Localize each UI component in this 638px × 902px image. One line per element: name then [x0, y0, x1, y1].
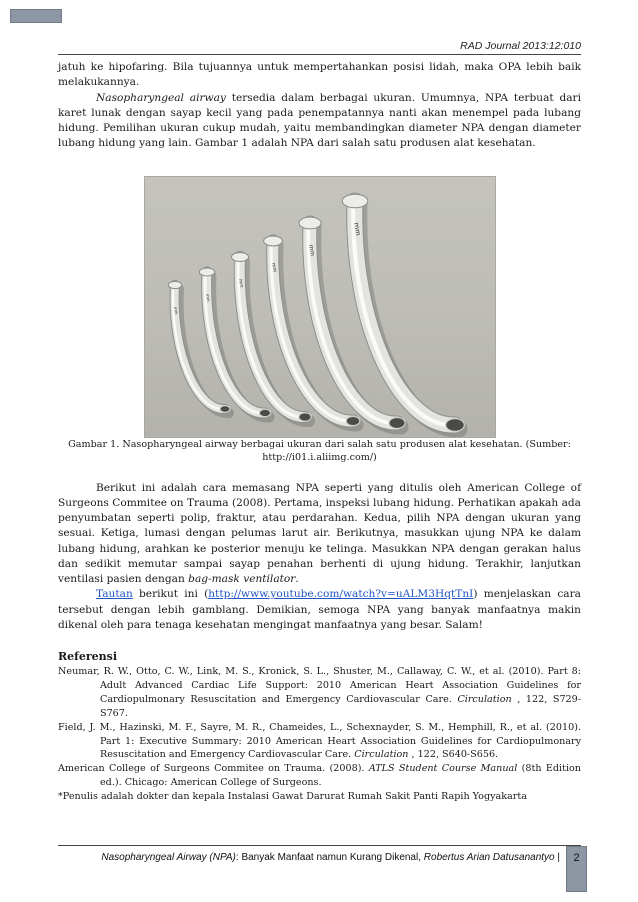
tube-size-mark: mm: [172, 305, 179, 315]
tube-size-mark: mm: [269, 261, 278, 273]
paragraph-1: jatuh ke hipofaring. Bila tujuannya untuk mempertahankan posisi lidah, maka OPA lebih baik melakukannya.: [58, 61, 581, 89]
paragraph-3-text: Berikut ini adalah cara memasang NPA seperti yang ditulis oleh American College of Surgeons Commitee on Trauma (2008). Pertama, inspeksi lubang hidung. Perhatikan apakah ada penyumbatan seperti polip, fraktur, atau perdarahan. Kedua, pilih NPA dengan ukuran yang sesuai. Ketiga, lumasi dengan pelumas larut air. Berikutnya, masukkan ujung NPA ke dalam lubang hidung, arahkan ke posterior menuju ke telinga. Masukkan NPA dengan gerakan halus dan sedikit memutar sampai sayap penahan berhenti di ujung hidung. Terakhir, lanjutkan ventilasi pasien dengan: [58, 481, 581, 586]
paragraph-4: [58, 587, 581, 633]
reference-3-tail: (8th Edition ed.). Chicago: American College of Surgeons.: [100, 763, 581, 789]
paragraph-3: [58, 481, 581, 588]
tube-flange: [342, 194, 368, 208]
npa-tube: [351, 201, 454, 425]
reference-1-tail: , 122, S729-S767.: [100, 693, 582, 719]
paragraph-2-text: tersedia dalam berbagai ukuran. Umumnya, NPA terbuat dari karet lunak dengan sayap kecil yang pada penempatannya nanti akan menempel pada lubang hidung. Pemilihan ukuran cukup mudah, yaitu membandingkan diameter NPA dengan diameter lubang hidung yang lain. Gambar 1 adalah NPA dari salah satu produsen alat kesehatan.: [58, 91, 581, 150]
tube-lumen-opening: [298, 412, 310, 420]
references-heading: Referensi: [58, 650, 118, 664]
tube-size-mark: mm: [351, 221, 362, 236]
tube-flange: [263, 236, 282, 246]
paragraph-3-end: .: [295, 573, 299, 586]
article-body: [58, 60, 581, 804]
tube-flange: [168, 281, 182, 288]
footer-separator: |: [554, 852, 560, 863]
reference-item: [58, 762, 581, 790]
tube-size-mark: mm: [306, 243, 315, 257]
footer-title: Nasopharyngeal Airway (NPA): [101, 852, 236, 863]
journal-header: RAD Journal 2013:12:010: [460, 40, 581, 52]
reference-2-journal: Circulation: [354, 749, 409, 761]
tube-lumen-opening: [220, 405, 230, 412]
npa-figure-image: [144, 176, 496, 438]
page-number: 2: [566, 846, 587, 892]
npa-term: Nasopharyngeal airway: [96, 91, 226, 104]
corner-tab: [10, 9, 62, 23]
tube-lumen-opening: [259, 409, 270, 417]
author-footnote: *Penulis adalah dokter dan kepala Instalasi Gawat Darurat Rumah Sakit Panti Rapih Yogyakarta: [58, 791, 527, 803]
reference-item: [58, 665, 581, 721]
tube-lumen-opening: [445, 418, 464, 431]
reference-2-text: Field, J. M., Hazinski, M. F., Sayre, M. R., Chameides, L., Schexnayder, S. M., Hemphill, R., et al. (2010). Part 1: Executive Summary: 2010 American Heart Association Guidelines for Cardiopulmonary Resuscitation and Emergency Cardiovascular Care.: [58, 721, 581, 761]
tube-flange: [231, 252, 248, 261]
reference-2-tail: , 122, S640-S656.: [408, 749, 499, 761]
footer-running-title: [101, 852, 560, 863]
npa-tubes-illustration: [145, 177, 495, 437]
footer-rule: [58, 845, 581, 846]
reference-item: [58, 721, 581, 763]
footer-author: Robertus Arian Datusanantyo: [423, 852, 555, 863]
reference-3-text: American College of Surgeons Commitee on Trauma. (2008).: [58, 763, 369, 775]
bag-mask-term: bag-mask ventilator: [188, 573, 296, 586]
youtube-link[interactable]: http://www.youtube.com/watch?v=uALM3HqtTnI: [208, 588, 474, 601]
tube-lumen-opening: [346, 416, 360, 425]
tube-flange: [298, 217, 320, 229]
header-rule: [58, 54, 581, 55]
paragraph-2: [58, 91, 581, 152]
reference-1-text: Neumar, R. W., Otto, C. W., Link, M. S., Kronick, S. L., Shuster, M., Callaway, C. W., et al. (2010). Part 8: Adult Advanced Cardiac Life Support: 2010 American Heart Association Guidelines for Cardiopulmonary Resuscitation and Emergency Cardiovascular Care.: [58, 666, 581, 705]
tube-lumen-opening: [388, 417, 404, 428]
tube-size-mark: mm: [236, 277, 243, 288]
figure-caption: Gambar 1. Nasopharyngeal airway berbagai ukuran dari salah satu produsen alat kesehatan. (Sumber: http://i01.i.aliimg.com/): [68, 438, 571, 464]
paragraph-4-text-a: berikut ini (: [132, 588, 209, 601]
tube-size-mark: mm: [204, 292, 211, 302]
tube-flange: [199, 267, 214, 275]
footer-subtitle: : Banyak Manfaat namun Kurang Dikenal,: [235, 852, 424, 863]
reference-3-title: ATLS Student Course Manual: [368, 763, 518, 775]
paragraph-4-text-b: ) menjelaskan cara tersebut dengan lebih gamblang. Demikian, semoga NPA yang banyak manfaatnya makin dikenal oleh para tenaga kesehatan mengingat manfaatnya yang besar. Salam!: [58, 588, 581, 631]
tautan-link[interactable]: Tautan: [96, 588, 133, 601]
reference-1-journal: Circulation: [457, 693, 512, 705]
